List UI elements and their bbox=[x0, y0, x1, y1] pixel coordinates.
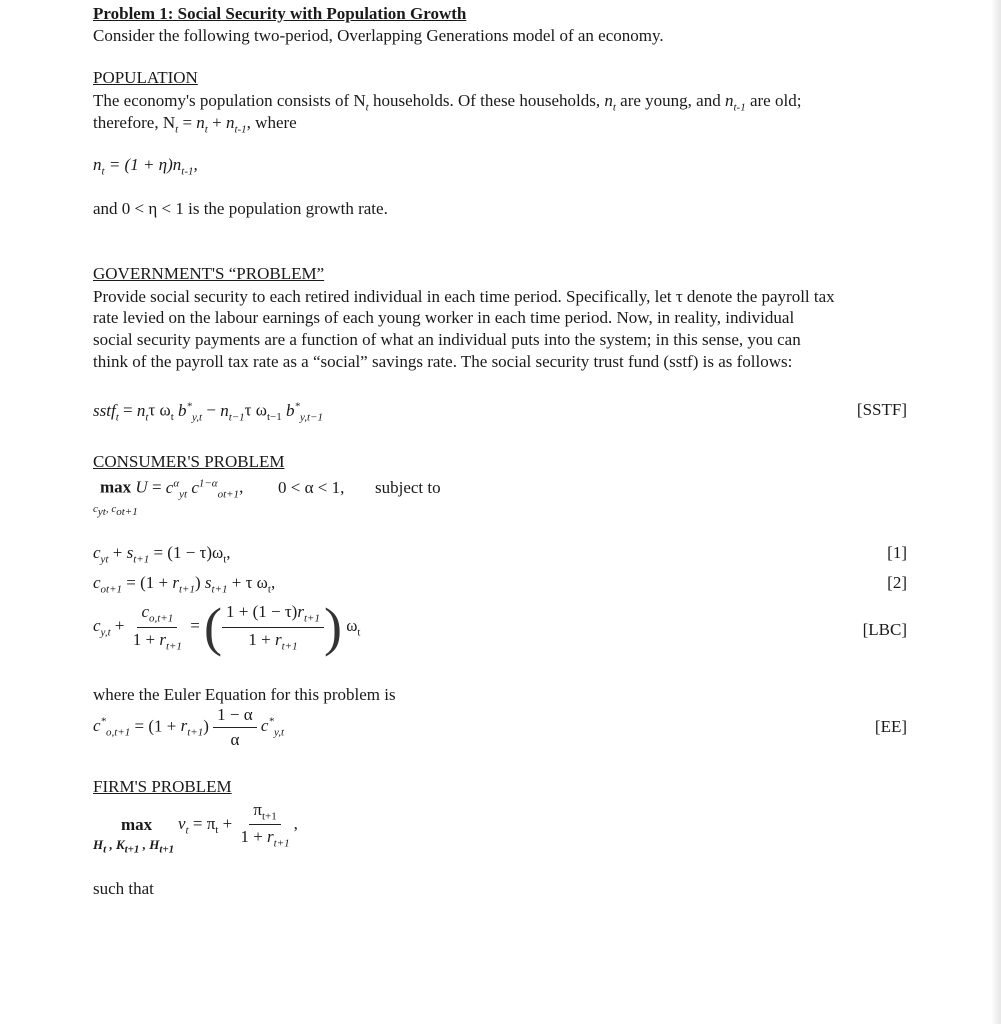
firm-heading: FIRM'S PROBLEM bbox=[93, 777, 232, 796]
firm-choice-variables: $H_t$ , $K_{t+1}$ , $H_{t+1}$ bbox=[93, 837, 175, 856]
population-heading: POPULATION bbox=[93, 68, 198, 87]
sstf-equation: sstf$_t$ = $n_t\tau$ $\omega_t$ $b^*_{y,t} - n_{t-1}\tau$ $\omega_{t-1}$ $b^*_{y,t-1}$ bbox=[93, 400, 323, 424]
government-line-2: rate levied on the labour earnings of each young worker in each time period. Now, in reality, individual bbox=[93, 308, 795, 327]
euler-equation: $c^*_{o,t+1} = (1 + r_{t+1})$ $\frac{1 - \alpha}{\alpha}$ $c^*_{y,t}$ bbox=[93, 705, 285, 749]
lbc-tag: [LBC] bbox=[862, 620, 907, 639]
population-growth-equation: $n_t = (1 + \eta)n_{t-1}$, bbox=[93, 155, 198, 178]
government-line-4: think of the payroll tax rate as a “social” savings rate. The social security trust fund (sstf) is as follows: bbox=[93, 352, 793, 371]
population-line-1: The economy's population consists of $N_t$ households. Of these households, $n_t$ are young, and $n_{t-1}$ are old; bbox=[93, 91, 802, 114]
intro-text: Consider the following two-period, Overlapping Generations model of an economy. bbox=[93, 26, 664, 45]
firm-max-label: max bbox=[121, 815, 153, 834]
choice-variables: $c_{yt}$, $c_{ot+1}$ bbox=[93, 503, 138, 519]
firm-objective: $v_t = \pi_t$ + $\frac{\pi_{t+1}}{1 + r_{t+1}}$ , bbox=[178, 800, 298, 850]
population-line-2: therefore, $N_t = n_t + n_{t-1}$, where bbox=[93, 113, 297, 136]
government-line-3: social security payments are a function of what an individual puts into the system; in this sense, you can bbox=[93, 330, 801, 349]
lifetime-budget-constraint: $c_{y,t}$ + $\frac{c_{o,t+1}}{1 + r_{t+1}}$ = ( $\frac{1 + (1 - \tau)r_{t+1}}{1 + r_{t+1}}$ ) $\omega_t$ bbox=[93, 597, 361, 657]
growth-rate-text: and 0 < η < 1 is the population growth rate. bbox=[93, 199, 388, 218]
sstf-tag: [SSTF] bbox=[856, 400, 907, 419]
subject-to-text: subject to bbox=[375, 478, 441, 497]
utility-objective: $\max U = c^\alpha_{yt}$ $c^{1-\alpha}_{ot+1}$, bbox=[100, 477, 244, 501]
ee-tag: [EE] bbox=[874, 717, 907, 736]
consumer-heading: CONSUMER'S PROBLEM bbox=[93, 452, 285, 471]
problem-title: Problem 1: Social Security with Population Growth bbox=[93, 4, 467, 23]
such-that-text: such that bbox=[93, 879, 154, 898]
tag-2: [2] bbox=[887, 573, 907, 592]
alpha-range: 0 < α < 1, bbox=[278, 478, 345, 497]
budget-constraint-2: $c_{ot+1} = (1 + r_{t+1}) s_{t+1} + \tau$ $\omega_t$, bbox=[93, 573, 276, 596]
tag-1: [1] bbox=[887, 543, 907, 562]
budget-constraint-1: $c_{yt} + s_{t+1} = (1 - \tau)\omega_t$, bbox=[93, 543, 231, 566]
government-heading: GOVERNMENT'S “PROBLEM” bbox=[93, 264, 325, 283]
government-line-1: Provide social security to each retired individual in each time period. Specifically, let τ denote the payroll tax bbox=[93, 287, 835, 306]
euler-text: where the Euler Equation for this problem is bbox=[93, 685, 396, 704]
page-edge-shadow bbox=[991, 0, 1001, 1024]
